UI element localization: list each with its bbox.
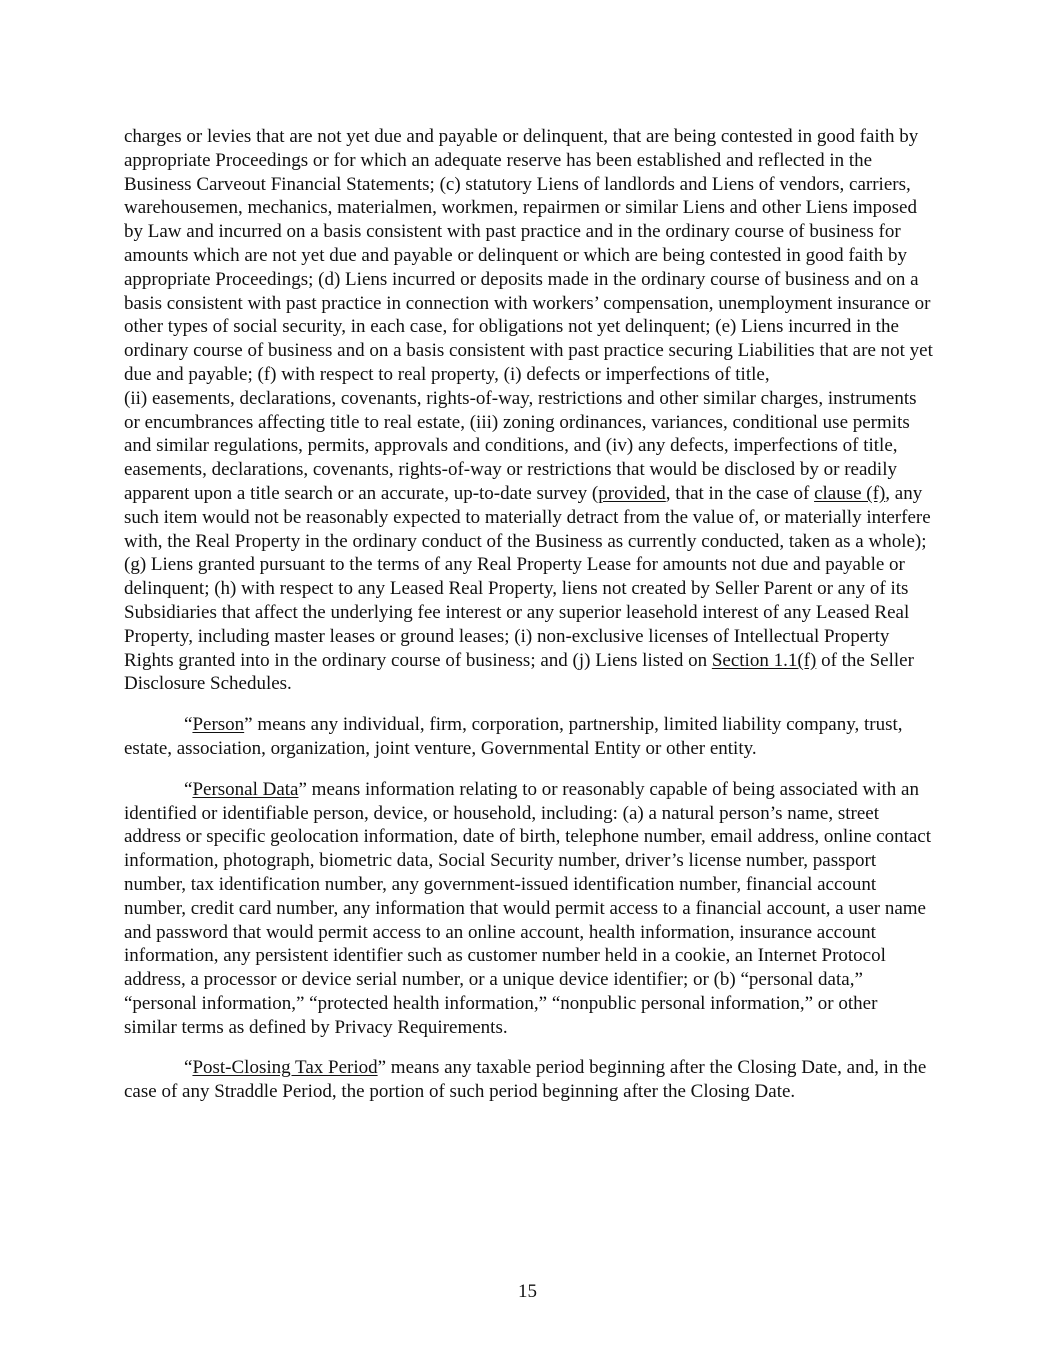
definition-text: ” means any taxable period beginning after the Closing Date, and, in the case of any Straddle Period, the portion of such period beginning after the Closing Date. [124, 1057, 927, 1103]
para-text: of the Seller Disclosure Schedules. [124, 649, 914, 695]
para-text: charges or levies that are not yet due and payable or delinquent, that are being contested in good faith by appropriate Proceedings or for which an adequate reserve has been established and reflected in the Business Carveout Financial Statements; (c) statutory Liens of landlords and Liens of vendors, carriers, warehousemen, mechanics, materialmen, workmen, repairmen or similar Liens and other Liens imposed by Law and incurred on a basis consistent with past practice and in the ordinary course of business for amounts which are not yet due and payable or delinquent or which are being contested in good faith by appropriate Proceedings; (d) Liens incurred or deposits made in the ordinary course of business and on a basis consistent with past practice in connection with workers’ compensation, unemployment insurance or other types of social security, in each case, for obligations not yet delinquent; (e) Liens incurred in the ordinary course of business and on a basis consistent with past practice securing Liabilities that are not yet due and payable; (f) with respect to real property, (i) defects or imperfections of title, [124, 126, 933, 385]
defined-term-post-closing-tax-period: Post-Closing Tax Period [192, 1057, 378, 1079]
definition-text: ” means information relating to or reasonably capable of being associated with an identified or identifiable person, device, or household, including: (a) a natural person’s name, street address or specific geolocation information, date of birth, telephone number, email address, online contact information, photograph, biometric data, Social Security number, driver’s license number, passport number, tax identification number, any government-issued identification number, financial account number, credit card number, any information that would permit access to a financial account, a user name and password that would permit access to an online account, health information, insurance account information, any persistent identifier such as customer number held in a cookie, an Internet Protocol address, a processor or device serial number, or a unique device identifier; or (b) “personal data,” “personal information,” “protected health information,” “nonpublic personal information,” or other similar terms as defined by Privacy Requirements. [124, 778, 931, 1038]
person-definition [124, 713, 934, 761]
para-text: (ii) easements, declarations, covenants, rights-of-way, restrictions and other similar charges, instruments or encumbrances affecting title to real estate, (iii) zoning ordinances, variances, conditional use permits and similar regulations, permits, approvals and conditions, and (iv) any defects, imperfections of title, easements, declarations, covenants, rights-of-way or restrictions that would be disclosed by or readily apparent upon a title search or an accurate, up-to-date survey ( [124, 387, 917, 504]
open-quote: “ [184, 1057, 193, 1079]
document-body [124, 125, 934, 1121]
provided-term: provided [598, 482, 666, 504]
post-closing-tax-period-definition [124, 1056, 934, 1104]
open-quote: “ [184, 778, 193, 800]
defined-term-personal-data: Personal Data [192, 778, 299, 800]
page-number: 15 [518, 1281, 537, 1302]
definition-text: ” means any individual, firm, corporation, partnership, limited liability company, trust, estate, association, organization, joint venture, Governmental Entity or other entity. [124, 714, 903, 759]
open-quote: “ [184, 714, 193, 736]
section-1-1-f-reference: Section 1.1(f) [711, 649, 817, 671]
permitted-liens-paragraph [124, 125, 934, 696]
para-text: , any such item would not be reasonably expected to materially detract from the value of, or materially interfere with, the Real Property in the ordinary conduct of the Business as currently conducted, taken as a whole); (g) Liens granted pursuant to the terms of any Real Property Lease for amounts not due and payable or delinquent; (h) with respect to any Leased Real Property, liens not created by Seller Parent or any of its Subsidiaries that affect the underlying fee interest or any superior leasehold interest of any Leased Real Property, including master leases or ground leases; (i) non-exclusive licenses of Intellectual Property Rights granted into in the ordinary course of business; and (j) Liens listed on [124, 482, 931, 671]
para-text: , that in the case of [665, 482, 815, 504]
defined-term-person: Person [192, 714, 245, 736]
personal-data-definition [124, 778, 934, 1040]
clause-f-reference: clause (f) [814, 482, 886, 504]
